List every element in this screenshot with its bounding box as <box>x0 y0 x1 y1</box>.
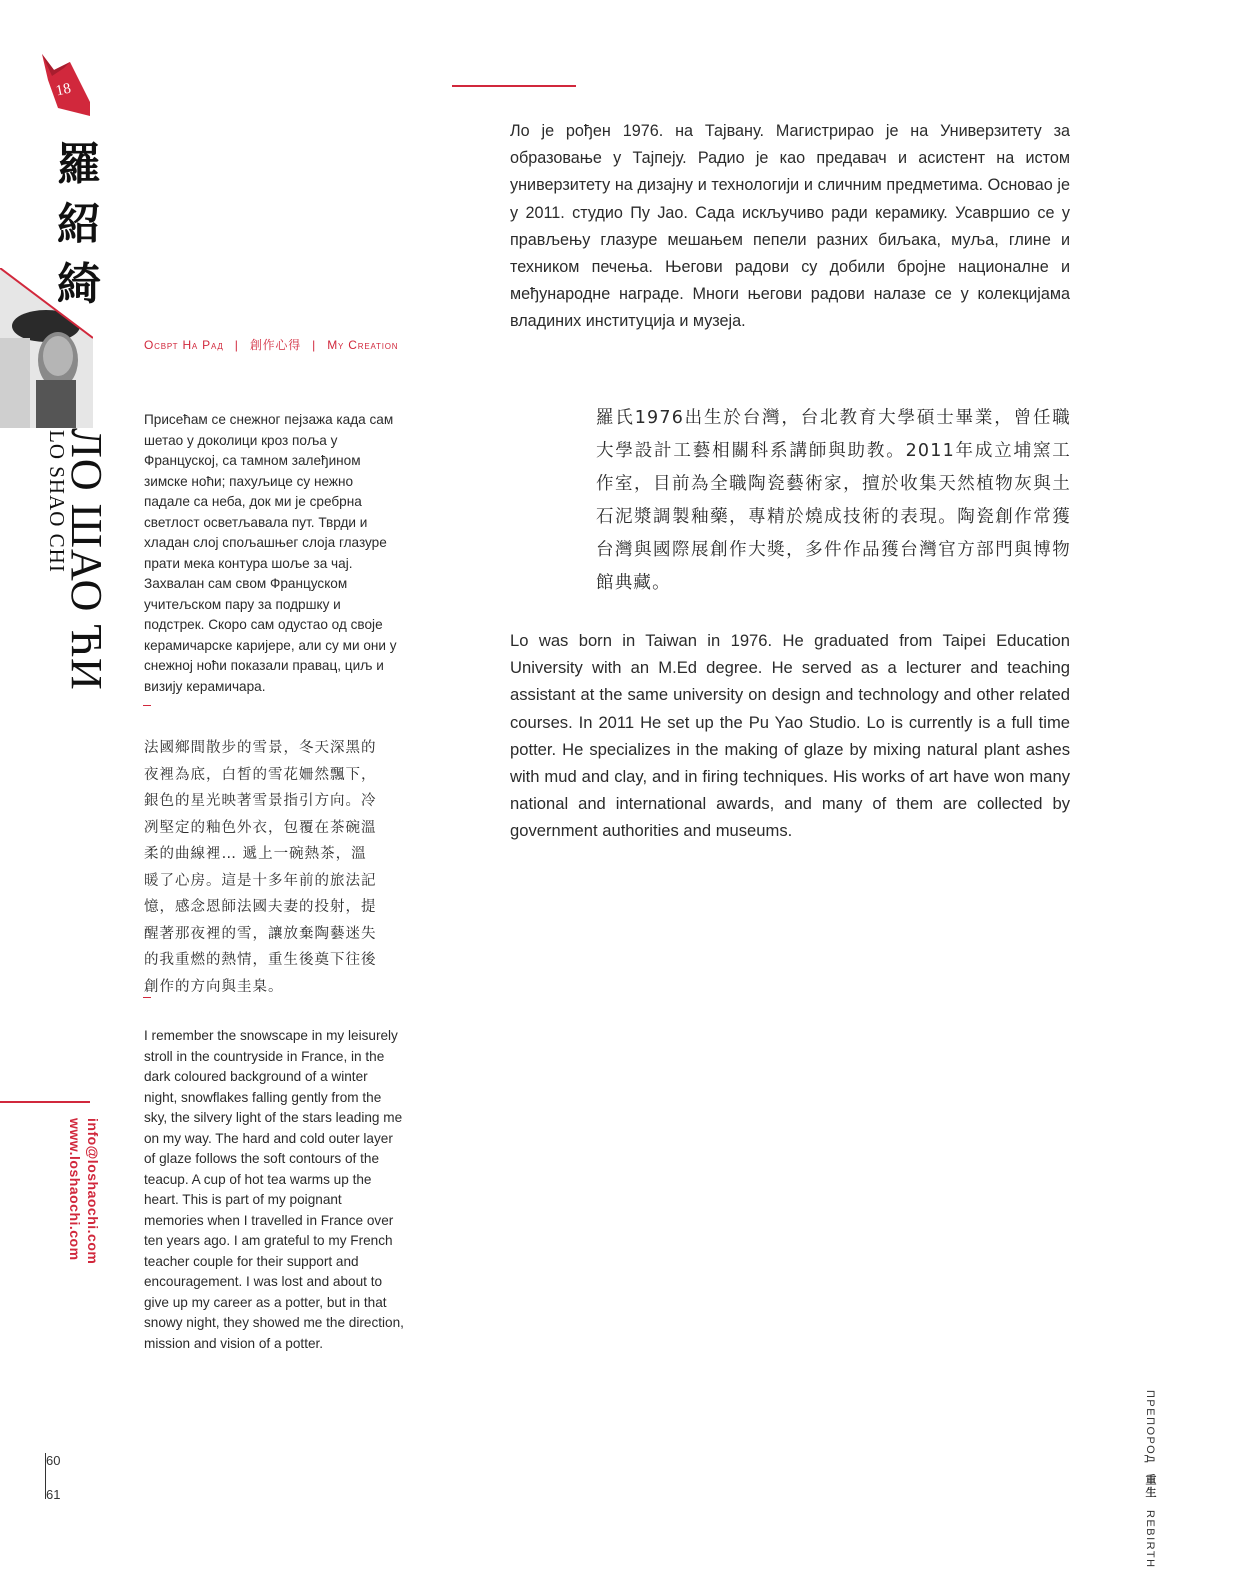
artist-portrait <box>0 268 93 428</box>
bio-text-en: Lo was born in Taiwan in 1976. He graduated from Taipei Education University with an M.Ed degree. He served as a lecturer and teaching assistant at the same university on design and technology and other related courses. In 2011 He set up the Pu Yao Studio. Lo is currently is a full time potter. He specializes in the making of glaze by mixing natural plant ashes with mud and clay, and in firing techniques. His works of art have won many national and international awards, and many of them are collected by government authorities and museums. <box>510 631 1070 841</box>
contact-block <box>66 1118 102 1264</box>
running-title <box>1142 1390 1158 1569</box>
section-heading-separator: | <box>234 338 239 352</box>
section-dash <box>143 997 151 998</box>
divider-line <box>452 85 576 87</box>
page-numbers <box>46 1452 60 1504</box>
creation-text-sr: Присећам се снежног пејзажа када сам шетао у доколици кроз поља у Француској, са тамном залеђином зимске ноћи; пахуљице су нежно падале са неба, док ми је сребрна светлост осветљавала пут. Тврди и хладан слој спољашњег слоја глазуре прати мека контура шоље за чај. Захвалан сам свом Француском учитељском пару за подршку и подстрек. Скоро сам одустао од своје керамичарске каријере, али су ми они у снежној ноћи показали правац, циљ и визију керамичара. <box>144 412 397 694</box>
running-title-sr: ПРЕПОРОД <box>1144 1390 1156 1464</box>
section-heading-en: My Creation <box>327 338 399 352</box>
page-badge-number: 18 <box>54 80 73 100</box>
section-heading-sr: Осврт На Рад <box>144 338 224 352</box>
page-number-left: 60 <box>46 1453 61 1468</box>
section-heading-zh: 創作心得 <box>249 338 302 352</box>
page-number-right: 61 <box>46 1487 61 1502</box>
artist-name-cyrillic: ЛО ШАО ЋИ <box>62 428 111 691</box>
section-heading <box>144 336 398 353</box>
creation-text-zh: 法國鄉間散步的雪景，冬天深黑的夜裡為底，白皙的雪花姍然飄下，銀色的星光映著雪景指引方向。冷冽堅定的釉色外衣，包覆在茶碗溫柔的曲線裡… 遞上一碗熱茶，溫暖了心房。這是十多年前的旅法記憶，感念恩師法國夫妻的投射，提醒著那夜裡的雪，讓放棄陶藝迷失的我重燃的熱情，重生後奠下往後創作的方向與圭臬。 <box>144 740 377 995</box>
bio-text-zh: 羅氏1976出生於台灣，台北教育大學碩士畢業，曾任職大學設計工藝相關科系講師與助教。2011年成立埔窯工作室，目前為全職陶瓷藝術家，擅於收集天然植物灰與土石泥漿調製釉藥，專精於燒成技術的表現。陶瓷創作常獲台灣與國際展創作大獎，多件作品獲台灣官方部門與博物館典藏。 <box>596 408 1071 593</box>
artist-name-latin: LO SHAO CHI <box>45 430 69 573</box>
artist-name-zh-char: 羅 <box>57 139 101 190</box>
creation-text-en: I remember the snowscape in my leisurely stroll in the countryside in France, in the dark coloured background of a winter night, snowflakes falling gently from the sky, the silvery light of the stars leading me on my way. The hard and cold outer layer of glaze follows the soft contours of the teacup. A cup of hot tea warms up the heart. This is part of my poignant memories when I travelled in France over ten years ago. I am grateful to my French teacher couple for their support and encouragement. I was lost and about to give up my career as a potter, but in that snowy night, they showed me the direction, mission and vision of a potter. <box>144 1028 404 1351</box>
running-title-en: REBIRTH <box>1144 1510 1156 1569</box>
website-link[interactable]: www.loshaochi.com <box>67 1118 83 1261</box>
section-dash <box>143 705 151 706</box>
artist-name-zh-char: 綺 <box>57 259 101 310</box>
running-title-zh: 重生 <box>1144 1474 1157 1500</box>
artist-name-zh-char: 紹 <box>57 199 101 250</box>
divider-line <box>0 1101 90 1103</box>
section-heading-separator: | <box>312 338 317 352</box>
email-link[interactable]: info@loshaochi.com <box>85 1118 101 1265</box>
bio-text-sr: Ло је рођен 1976. на Тајвану. Магистрирао је на Универзитету за образовање у Тајпеју. Радио је као предавач и асистент на истом универзитету на дизајну и технологији и сличним предметима. Основао је у 2011. студио Пу Јао. Сада искључиво ради керамику. Усавршио се у прављењу глазуре мешањем пепели разних биљака, муља, глине и техником печења. Његови радови су добили бројне националне и међународне награде. Многи његови радови налазе се у колекцијама владиних институција и музеја. <box>510 122 1070 331</box>
